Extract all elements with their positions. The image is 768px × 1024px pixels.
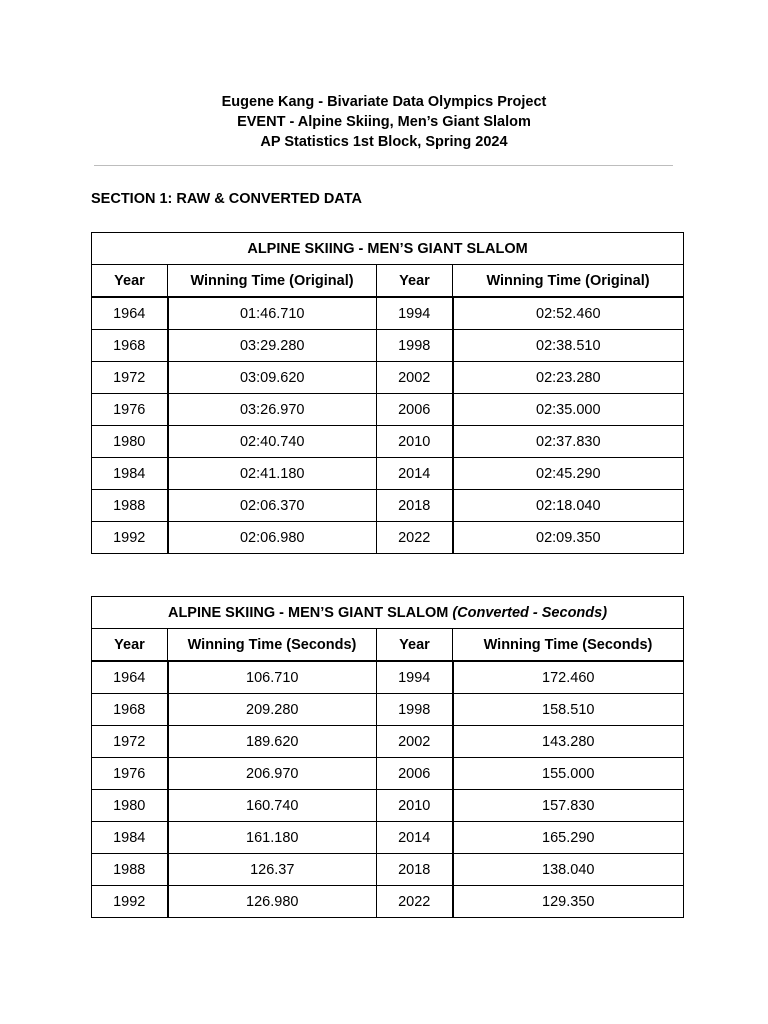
year-cell: 1994 [377, 661, 453, 694]
winning-time-cell: 126.980 [168, 886, 377, 918]
year-cell: 1980 [92, 426, 168, 458]
winning-time-cell: 158.510 [453, 694, 684, 726]
year-cell: 1988 [92, 490, 168, 522]
table-row [92, 758, 684, 790]
year-cell: 1972 [92, 726, 168, 758]
year-cell: 1968 [92, 694, 168, 726]
year-cell: 2002 [377, 726, 453, 758]
winning-time-cell: 206.970 [168, 758, 377, 790]
column-header-winning-time: Winning Time (Seconds) [453, 629, 684, 662]
year-cell: 1998 [377, 330, 453, 362]
winning-time-cell: 143.280 [453, 726, 684, 758]
year-cell: 1972 [92, 362, 168, 394]
winning-time-cell: 165.290 [453, 822, 684, 854]
table-row [92, 362, 684, 394]
year-cell: 1984 [92, 822, 168, 854]
table-row [92, 694, 684, 726]
winning-time-cell: 02:37.830 [453, 426, 684, 458]
winning-time-cell: 161.180 [168, 822, 377, 854]
table-row [92, 330, 684, 362]
year-cell: 1964 [92, 661, 168, 694]
winning-time-cell: 03:09.620 [168, 362, 377, 394]
column-header-winning-time: Winning Time (Original) [168, 265, 377, 298]
header-line-3: AP Statistics 1st Block, Spring 2024 [260, 134, 508, 150]
winning-time-cell: 02:06.370 [168, 490, 377, 522]
year-cell: 1976 [92, 394, 168, 426]
table-row [92, 726, 684, 758]
winning-time-cell: 02:52.460 [453, 297, 684, 330]
section-title: SECTION 1: RAW & CONVERTED DATA [91, 191, 362, 207]
table-title [92, 597, 684, 629]
winning-time-cell: 02:41.180 [168, 458, 377, 490]
table-row [92, 822, 684, 854]
year-cell: 1994 [377, 297, 453, 330]
year-cell: 1998 [377, 694, 453, 726]
year-cell: 2022 [377, 522, 453, 554]
winning-time-cell: 157.830 [453, 790, 684, 822]
year-cell: 2014 [377, 822, 453, 854]
table-title [92, 233, 684, 265]
table-body [92, 297, 684, 554]
year-cell: 1992 [92, 886, 168, 918]
year-cell: 2010 [377, 426, 453, 458]
winning-time-cell: 106.710 [168, 661, 377, 694]
year-cell: 1968 [92, 330, 168, 362]
winning-time-cell: 02:09.350 [453, 522, 684, 554]
column-header-winning-time: Winning Time (Original) [453, 265, 684, 298]
column-header-year: Year [92, 629, 168, 662]
winning-time-cell: 02:18.040 [453, 490, 684, 522]
table-row [92, 394, 684, 426]
winning-time-cell: 126.37 [168, 854, 377, 886]
winning-time-cell: 160.740 [168, 790, 377, 822]
winning-time-cell: 138.040 [453, 854, 684, 886]
table-row [92, 886, 684, 918]
winning-time-cell: 02:06.980 [168, 522, 377, 554]
year-cell: 1984 [92, 458, 168, 490]
table-row [92, 522, 684, 554]
header-divider [94, 165, 673, 166]
year-cell: 2018 [377, 490, 453, 522]
converted-data-table [91, 596, 684, 918]
winning-time-cell: 155.000 [453, 758, 684, 790]
table-row [92, 297, 684, 330]
year-cell: 2002 [377, 362, 453, 394]
year-cell: 1992 [92, 522, 168, 554]
winning-time-cell: 02:38.510 [453, 330, 684, 362]
winning-time-cell: 02:35.000 [453, 394, 684, 426]
header-line-1: Eugene Kang - Bivariate Data Olympics Project [221, 94, 547, 110]
year-cell: 1976 [92, 758, 168, 790]
table-title-text: ALPINE SKIING - MEN’S GIANT SLALOM [167, 604, 449, 621]
year-cell: 2014 [377, 458, 453, 490]
column-header-year: Year [92, 265, 168, 298]
year-cell: 1964 [92, 297, 168, 330]
winning-time-cell: 03:29.280 [168, 330, 377, 362]
table-row [92, 661, 684, 694]
year-cell: 2022 [377, 886, 453, 918]
year-cell: 1980 [92, 790, 168, 822]
year-cell: 2010 [377, 790, 453, 822]
winning-time-cell: 02:23.280 [453, 362, 684, 394]
table-row [92, 854, 684, 886]
winning-time-cell: 209.280 [168, 694, 377, 726]
column-header-year: Year [377, 265, 453, 298]
winning-time-cell: 129.350 [453, 886, 684, 918]
table-row [92, 426, 684, 458]
table-body [92, 661, 684, 918]
table-row [92, 790, 684, 822]
year-cell: 2006 [377, 394, 453, 426]
table-subtitle: (Converted - Seconds) [452, 604, 608, 621]
table-row [92, 490, 684, 522]
table-title-text: ALPINE SKIING - MEN’S GIANT SLALOM [247, 240, 528, 257]
year-cell: 2006 [377, 758, 453, 790]
column-header-winning-time: Winning Time (Seconds) [168, 629, 377, 662]
header-line-2: EVENT - Alpine Skiing, Men’s Giant Slalom [237, 114, 531, 130]
winning-time-cell: 172.460 [453, 661, 684, 694]
table-row [92, 458, 684, 490]
raw-data-table [91, 232, 684, 554]
winning-time-cell: 02:45.290 [453, 458, 684, 490]
winning-time-cell: 01:46.710 [168, 297, 377, 330]
year-cell: 1988 [92, 854, 168, 886]
year-cell: 2018 [377, 854, 453, 886]
winning-time-cell: 03:26.970 [168, 394, 377, 426]
winning-time-cell: 189.620 [168, 726, 377, 758]
document-header [0, 92, 768, 152]
winning-time-cell: 02:40.740 [168, 426, 377, 458]
column-header-year: Year [377, 629, 453, 662]
